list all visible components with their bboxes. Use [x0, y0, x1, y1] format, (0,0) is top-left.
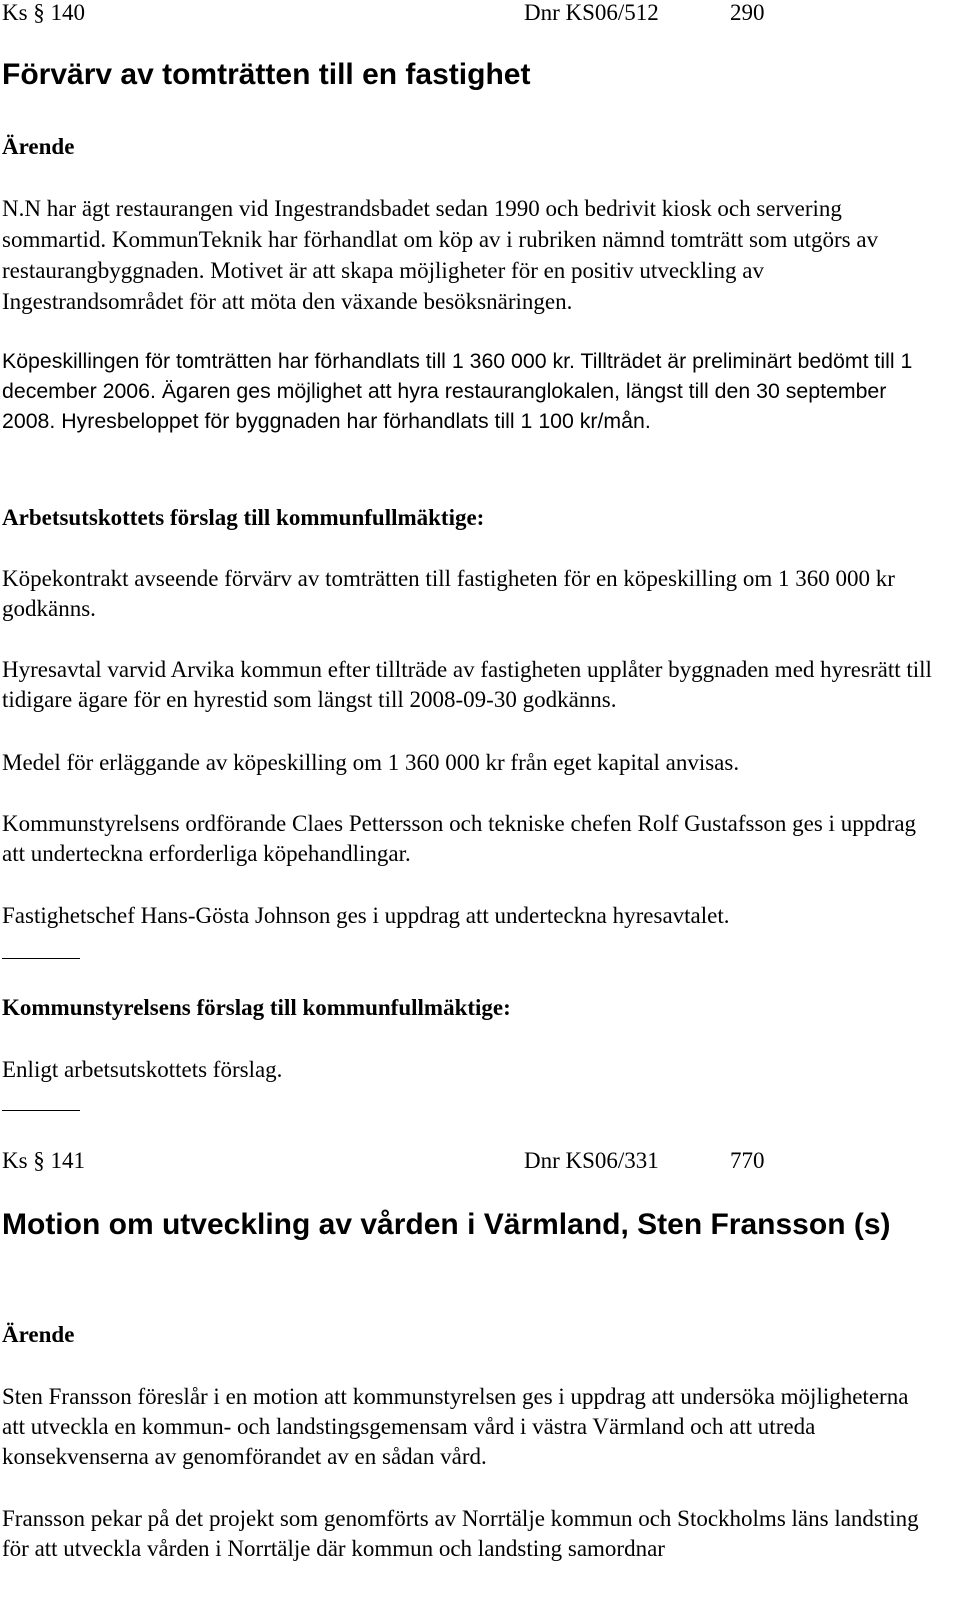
section-heading: Arbetsutskottets förslag till kommunfullmäktige:	[2, 505, 485, 530]
arende-heading: Ärende	[2, 1322, 75, 1347]
case-dnr: Dnr KS06/512	[524, 0, 659, 25]
case-header	[2, 1148, 765, 1174]
case-dnr: Dnr KS06/331	[524, 1148, 659, 1173]
separator-line	[2, 958, 80, 959]
paragraph: Medel för erläggande av köpeskilling om 1 360 000 kr från eget kapital anvisas.	[2, 750, 740, 775]
separator-line	[2, 1110, 80, 1111]
paragraph: Enligt arbetsutskottets förslag.	[2, 1057, 283, 1082]
case-header	[2, 0, 765, 26]
paragraph: Sten Fransson föreslår i en motion att kommunstyrelsen ges i uppdrag att undersöka möjligheterna att utveckla en kommun- och landstingsgemensam vård i västra Värmland och att utreda konsekvenserna av genomförandet av en sådan vård.	[2, 1384, 909, 1469]
paragraph: Fastighetschef Hans-Gösta Johnson ges i uppdrag att underteckna hyresavtalet.	[2, 903, 730, 928]
case-ks-number: Ks § 141	[2, 1148, 86, 1173]
case-title: Motion om utveckling av vården i Värmland, Sten Fransson (s)	[2, 1208, 891, 1241]
paragraph: Hyresavtal varvid Arvika kommun efter tillträde av fastigheten upplåter byggnaden med hyresrätt till tidigare ägare för en hyrestid som längst till 2008-09-30 godkänns.	[2, 657, 932, 712]
paragraph: N.N har ägt restaurangen vid Ingestrandsbadet sedan 1990 och bedrivit kiosk och servering sommartid. KommunTeknik har förhandlat om köp av i rubriken nämnd tomträtt som utgörs av restaurangbyggnaden. Motivet är att skapa möjligheter för en positiv utveckling av Ingestrandsområdet för att möta den växande besöksnäringen.	[2, 196, 879, 314]
case-archive-number: 290	[730, 0, 765, 25]
paragraph: Köpeskillingen för tomträtten har förhandlats till 1 360 000 kr. Tillträdet är preliminärt bedömt till 1 december 2006. Ägaren ges möjlighet att hyra restauranglokalen, längst till den 30 september 2008. Hyresbeloppet för byggnaden har förhandlats till 1 100 kr/mån.	[2, 349, 913, 433]
case-ks-number: Ks § 140	[2, 0, 86, 25]
paragraph: Köpekontrakt avseende förvärv av tomträtten till fastigheten för en köpeskilling om 1 360 000 kr godkänns.	[2, 566, 895, 621]
case-title: Förvärv av tomträtten till en fastighet	[2, 58, 531, 91]
case-archive-number: 770	[730, 1148, 765, 1173]
arende-heading: Ärende	[2, 134, 75, 159]
paragraph: Kommunstyrelsens ordförande Claes Pettersson och tekniske chefen Rolf Gustafsson ges i uppdrag att underteckna erforderliga köpehandlingar.	[2, 811, 917, 866]
paragraph: Fransson pekar på det projekt som genomförts av Norrtälje kommun och Stockholms läns landsting för att utveckla vården i Norrtälje där kommun och landsting samordnar	[2, 1506, 919, 1561]
section-heading: Kommunstyrelsens förslag till kommunfullmäktige:	[2, 995, 511, 1020]
